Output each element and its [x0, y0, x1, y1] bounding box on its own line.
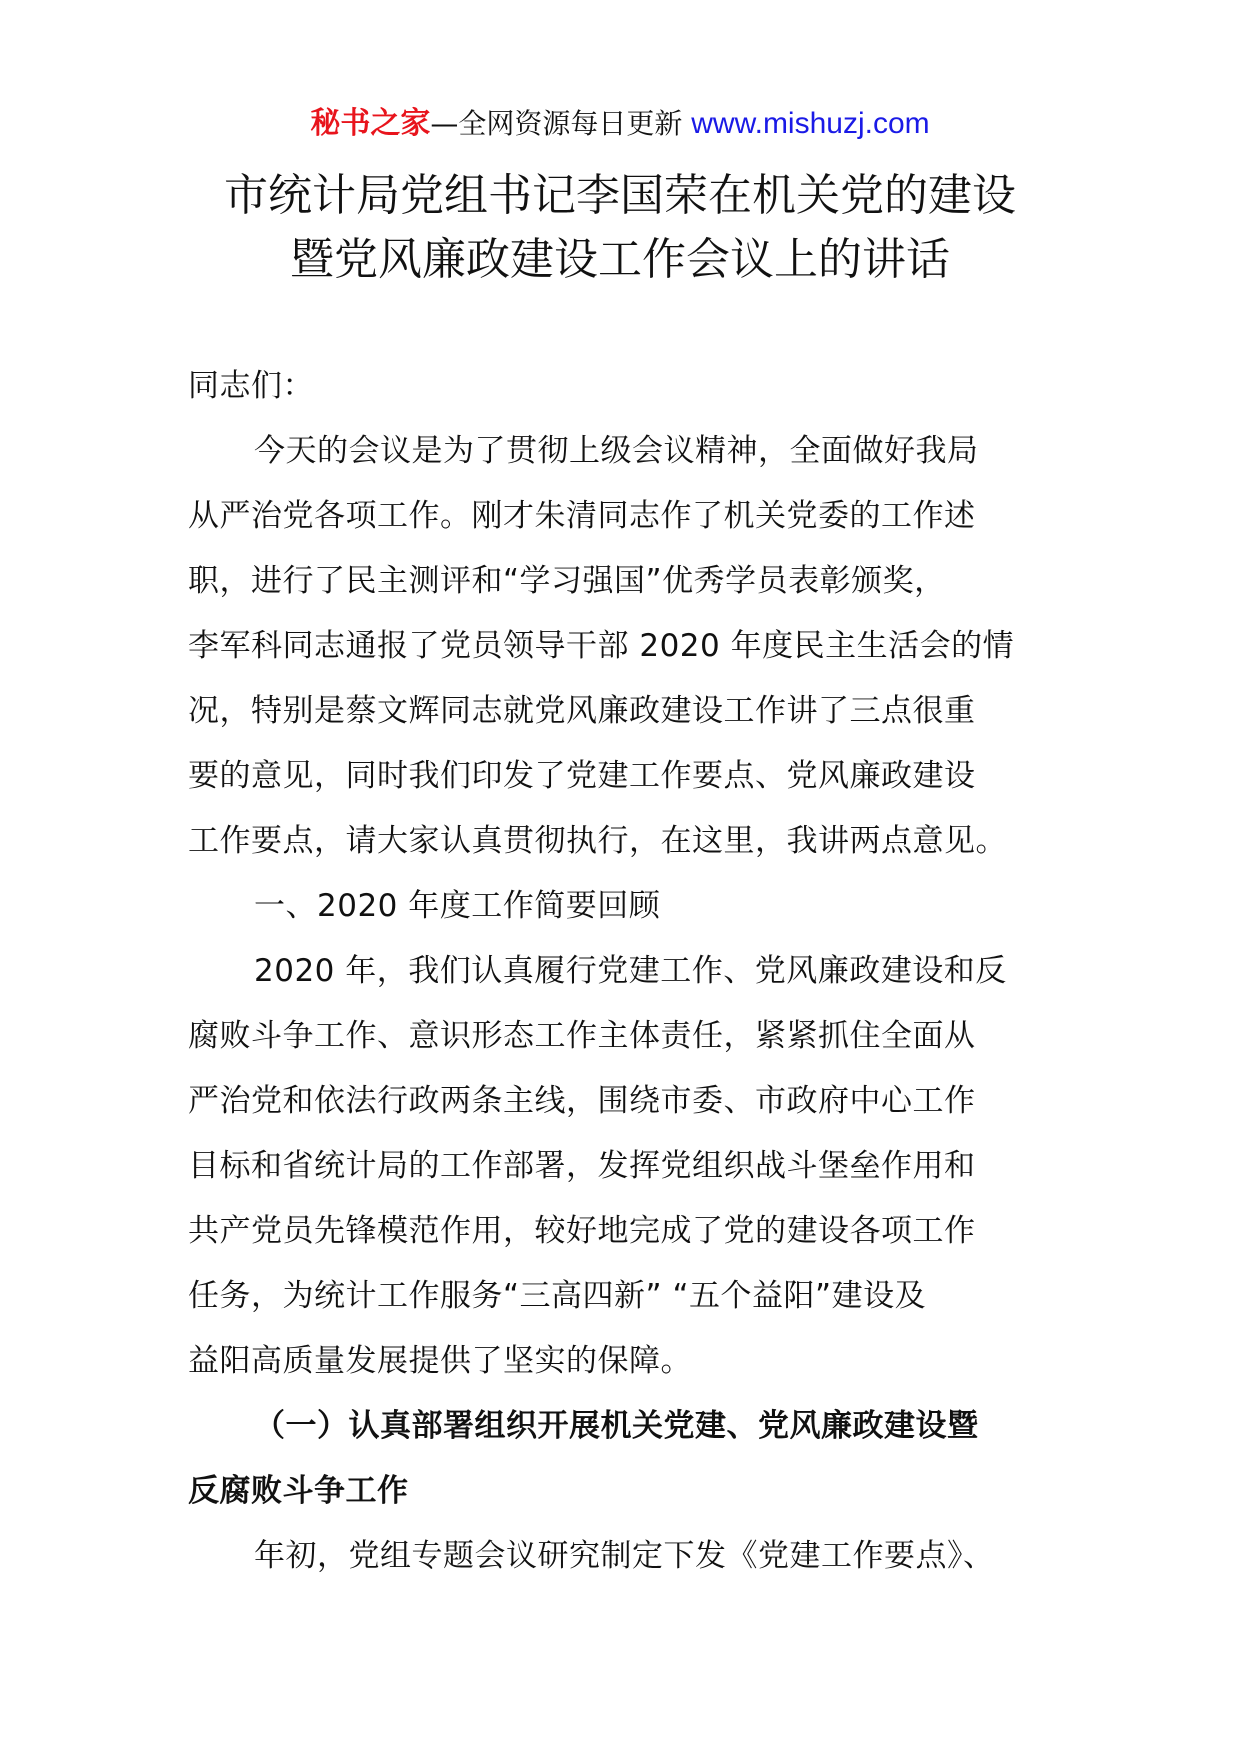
- para1-line-5: 况，特别是蔡文辉同志就党风廉政建设工作讲了三点很重: [188, 693, 976, 729]
- site-banner: [0, 104, 1240, 144]
- para2-line-6: 任务，为统计工作服务“三高四新” “五个益阳”建设及: [188, 1278, 927, 1314]
- subheading-line-1: （一）认真部署组织开展机关党建、党风廉政建设暨: [254, 1408, 979, 1444]
- salutation: 同志们：: [188, 368, 314, 404]
- para1-line-7: 工作要点，请大家认真贯彻执行，在这里，我讲两点意见。: [188, 823, 1007, 859]
- para1-line-1: 今天的会议是为了贯彻上级会议精神，全面做好我局: [254, 433, 979, 469]
- para2-line-5: 共产党员先锋模范作用，较好地完成了党的建设各项工作: [188, 1213, 976, 1249]
- section-heading-1: 一、2020 年度工作简要回顾: [254, 888, 661, 924]
- para1-line-4: 李军科同志通报了党员领导干部 2020 年度民主生活会的情: [188, 628, 1015, 664]
- document-title: [0, 164, 1240, 292]
- document-body: [188, 354, 1058, 1589]
- title-line-1: 市统计局党组书记李国荣在机关党的建设: [224, 170, 1016, 221]
- banner-brand: 秘书之家: [310, 106, 431, 141]
- para1-line-6: 要的意见，同时我们印发了党建工作要点、党风廉政建设: [188, 758, 976, 794]
- subheading-line-2: 反腐败斗争工作: [188, 1473, 409, 1509]
- title-line-2: 暨党风廉政建设工作会议上的讲话: [290, 234, 950, 285]
- para2-line-3: 严治党和依法行政两条主线，围绕市委、市政府中心工作: [188, 1083, 976, 1119]
- para2-line-2: 腐败斗争工作、意识形态工作主体责任，紧紧抓住全面从: [188, 1018, 976, 1054]
- banner-url-link[interactable]: www.mishuzj.com: [691, 107, 930, 140]
- para1-line-2: 从严治党各项工作。刚才朱清同志作了机关党委的工作述: [188, 498, 976, 534]
- para2-line-1: 2020 年，我们认真履行党建工作、党风廉政建设和反: [254, 953, 1007, 989]
- para3-line-1: 年初，党组专题会议研究制定下发《党建工作要点》、: [254, 1538, 995, 1574]
- para2-line-4: 目标和省统计局的工作部署，发挥党组织战斗堡垒作用和: [188, 1148, 976, 1184]
- para2-line-7: 益阳高质量发展提供了坚实的保障。: [188, 1343, 692, 1379]
- para1-line-3: 职，进行了民主测评和“学习强国”优秀学员表彰颁奖，: [188, 563, 946, 599]
- banner-tagline: —全网资源每日更新: [430, 107, 692, 140]
